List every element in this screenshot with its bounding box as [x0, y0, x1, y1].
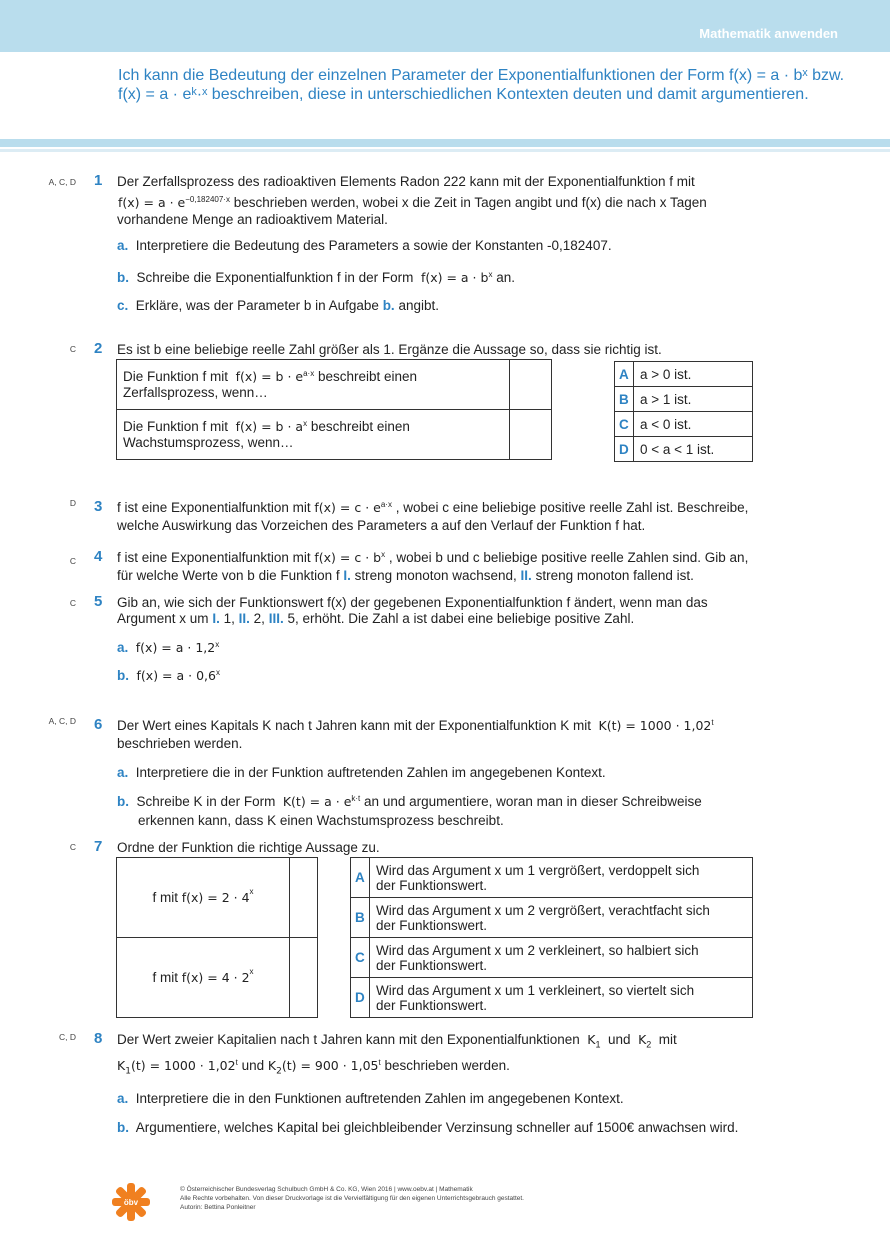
subtask-label: b.: [117, 270, 129, 285]
task-text: beschrieben werden.: [117, 736, 243, 751]
formula: f(x) = c · b: [314, 550, 382, 565]
option-key: D: [351, 978, 370, 1018]
option-text[interactable]: Wird das Argument x um 1 vergrößert, verdoppelt sich der Funktionswert.: [370, 858, 753, 898]
competence-tag: A, C, D: [48, 177, 76, 187]
formula: f(x) = c · e: [314, 500, 381, 515]
competence-tag: D: [69, 498, 76, 508]
option-key: A: [615, 362, 634, 387]
subtask: a. Interpretiere die in der Funktion auftretenden Zahlen im angegebenen Kontext.: [117, 765, 606, 780]
statement-cell: Die Funktion f mit $f(x) = b \cdot e^{a\cdot x}$ beschreibt einen Zerfallsprozess, wenn…: [117, 360, 510, 410]
function-table: [116, 857, 318, 1018]
subtask-text: Interpretiere die Bedeutung des Parameters a sowie der Konstanten -0,182407.: [135, 238, 612, 253]
task-text: welche Auswirkung das Vorzeichen des Parameters a auf den Verlauf der Funktion f hat.: [117, 518, 646, 533]
option-text[interactable]: 0 < a < 1 ist.: [634, 437, 753, 462]
option-table: [614, 361, 753, 462]
author: Autorin: Bettina Ponleitner: [180, 1204, 256, 1211]
answer-cell[interactable]: [290, 858, 318, 938]
formula-exponent: −0,182407·x: [185, 195, 230, 204]
option-key: A: [351, 858, 370, 898]
task-text: f ist eine Exponentialfunktion mit $f(x) = c \cdot e^{a\cdot x}$ , wobei c eine beliebige positive reelle Zahl ist. Beschreibe,: [117, 500, 749, 515]
competence-tag: C, D: [59, 1032, 76, 1042]
option-key: C: [615, 412, 634, 437]
task-text: $K_1(t) = 1000 \cdot 1,02^t$ und $K_2(t) = 900 \cdot 1,05^t$ beschrieben werden.: [117, 1058, 510, 1077]
subtask-reference: b.: [382, 298, 395, 313]
answer-cell[interactable]: [290, 938, 318, 1018]
task-number: 8: [94, 1030, 103, 1047]
subtask: b. Argumentiere, welches Kapital bei gleichbleibender Verzinsung schneller auf 1500€ anwachsen wird.: [117, 1120, 739, 1135]
formula: f(x) = 4 · 2: [181, 970, 250, 985]
task-text: Ordne der Funktion die richtige Aussage zu.: [117, 840, 380, 855]
task-number: 3: [94, 498, 103, 515]
footer: [180, 1185, 524, 1212]
competence-tag: A, C, D: [48, 716, 76, 726]
subtask: a. Interpretiere die in den Funktionen auftretenden Zahlen im angegebenen Kontext.: [117, 1091, 624, 1106]
option-key: C: [351, 938, 370, 978]
task-text: beschrieben werden, wobei x die Zeit in Tagen angibt und f(x) die nach x Tagen: [233, 195, 707, 210]
formula-exponent: x: [488, 270, 493, 279]
task-number: 7: [94, 838, 103, 855]
subtask: b. Schreibe K in der Form $K(t) = a \cdot e^{k\cdot t}$ an und argumentiere, woran man in dieser Schreibweise: [117, 794, 702, 809]
task-number: 6: [94, 716, 103, 733]
task-text: Argument x um I. 1, II. 2, III. 5, erhöht. Die Zahl a ist dabei eine beliebige positive Zahl.: [117, 611, 635, 626]
subtask-text: angibt.: [398, 298, 439, 313]
task-text: f ist eine Exponentialfunktion mit $f(x) = c \cdot b^x$ , wobei b und c beliebige positive reelle Zahlen sind. Gib an,: [117, 550, 749, 565]
option-key: B: [615, 387, 634, 412]
task-number: 1: [94, 172, 103, 189]
subtask: [117, 298, 439, 314]
formula: $K_1(t) = 1000 \cdot 1,02$: [117, 1058, 236, 1077]
option-text[interactable]: a > 0 ist.: [634, 362, 753, 387]
section-title: Mathematik anwenden: [699, 26, 838, 41]
divider-stripe-light: [0, 149, 890, 152]
task-text: Gib an, wie sich der Funktionswert f(x) der gegebenen Exponentialfunktion f ändert, wenn man das: [117, 595, 708, 610]
subtask: [117, 270, 515, 286]
subtask-label: a.: [117, 238, 129, 253]
divider-stripe: [0, 139, 890, 147]
oebv-logo: [112, 1183, 150, 1221]
task-text: Der Wert zweier Kapitalien nach t Jahren kann mit den Exponentialfunktionen $K_1$ und $K_2$ mit: [117, 1032, 677, 1050]
formula: f(x) = a · 0,6: [136, 668, 216, 683]
formula: f(x) = 2 · 4: [181, 890, 250, 905]
formula: f(x) = a · b: [420, 270, 489, 285]
task-text: vorhandene Menge an radioaktivem Material.: [117, 212, 388, 227]
subtask-label: c.: [117, 298, 129, 313]
option-text[interactable]: Wird das Argument x um 2 verkleinert, so halbiert sich der Funktionswert.: [370, 938, 753, 978]
formula: f(x) = a · e: [118, 195, 186, 210]
task-text: Der Wert eines Kapitals K nach t Jahren kann mit der Exponentialfunktion K mit $K(t) = 1000 \cdot 1,02^t$: [117, 718, 714, 733]
competence-tag: C: [69, 842, 76, 852]
copyright: © Österreichischer Bundesverlag Schulbuch GmbH & Co. KG, Wien 2016 | www.oebv.at | Mathematik: [180, 1186, 473, 1193]
formula: f(x) = b · e: [235, 368, 304, 384]
statement-table: [116, 359, 552, 460]
option-key: B: [351, 898, 370, 938]
rights-notice: Alle Rechte vorbehalten. Von dieser Druckvorlage ist die Vervielfältigung für den eigenen Unterrichtsgebrauch gestattet.: [180, 1195, 524, 1202]
option-table: [350, 857, 753, 1018]
formula: f(x) = b · a: [235, 418, 304, 434]
formula: $K_2(t) = 900 \cdot 1,05$: [267, 1058, 379, 1077]
subtask: [117, 238, 612, 254]
task-text: [118, 195, 707, 211]
task-text: für welche Werte von b die Funktion f I. streng monoton wachsend, II. streng monoton fallend ist.: [117, 568, 694, 583]
formula: f(x) = a · 1,2: [135, 640, 216, 655]
statement-cell: Die Funktion f mit $f(x) = b \cdot a^x$ beschreibt einen Wachstumsprozess, wenn…: [117, 410, 510, 460]
option-text[interactable]: Wird das Argument x um 2 vergrößert, verachtfacht sich der Funktionswert.: [370, 898, 753, 938]
task-text: Der Zerfallsprozess des radioaktiven Elements Radon 222 kann mit der Exponentialfunktion f mit: [117, 174, 695, 189]
learning-objective: Ich kann die Bedeutung der einzelnen Parameter der Exponentialfunktionen der Form f(x) = a · bˣ bzw. f(x) = a · eᵏ·ˣ beschreiben, diese in unterschiedlichen Kontexten deuten und damit argumentieren.: [118, 67, 845, 103]
competence-tag: C: [69, 556, 76, 566]
task-number: 2: [94, 340, 103, 357]
task-number: 4: [94, 548, 103, 565]
option-text[interactable]: a < 0 ist.: [634, 412, 753, 437]
task-text: Es ist b eine beliebige reelle Zahl größer als 1. Ergänze die Aussage so, dass sie richtig ist.: [117, 342, 662, 357]
competence-tag: C: [69, 344, 76, 354]
subtask-text: an.: [496, 270, 515, 285]
function-cell: f mit $f(x) = 2 \cdot 4^x$: [117, 858, 290, 938]
option-text[interactable]: a > 1 ist.: [634, 387, 753, 412]
subtask-text: erkennen kann, dass K einen Wachstumsprozess beschreibt.: [138, 813, 504, 828]
task-number: 5: [94, 593, 103, 610]
function-cell: f mit $f(x) = 4 \cdot 2^x$: [117, 938, 290, 1018]
competence-tag: C: [69, 598, 76, 608]
option-text[interactable]: Wird das Argument x um 1 verkleinert, so viertelt sich der Funktionswert.: [370, 978, 753, 1018]
subtask: a. $f(x) = a \cdot 1,2^x$: [117, 640, 220, 655]
formula: K(t) = a · e: [282, 794, 352, 809]
option-key: D: [615, 437, 634, 462]
formula: K(t) = 1000 · 1,02: [598, 718, 712, 733]
answer-cell[interactable]: [510, 360, 552, 410]
subtask-text: Erkläre, was der Parameter b in Aufgabe: [135, 298, 379, 313]
subtask: b. $f(x) = a \cdot 0,6^x$: [117, 668, 220, 683]
subtask-text: Schreibe die Exponentialfunktion f in der Form: [136, 270, 414, 285]
logo-text: öbv: [123, 1198, 139, 1207]
answer-cell[interactable]: [510, 410, 552, 460]
